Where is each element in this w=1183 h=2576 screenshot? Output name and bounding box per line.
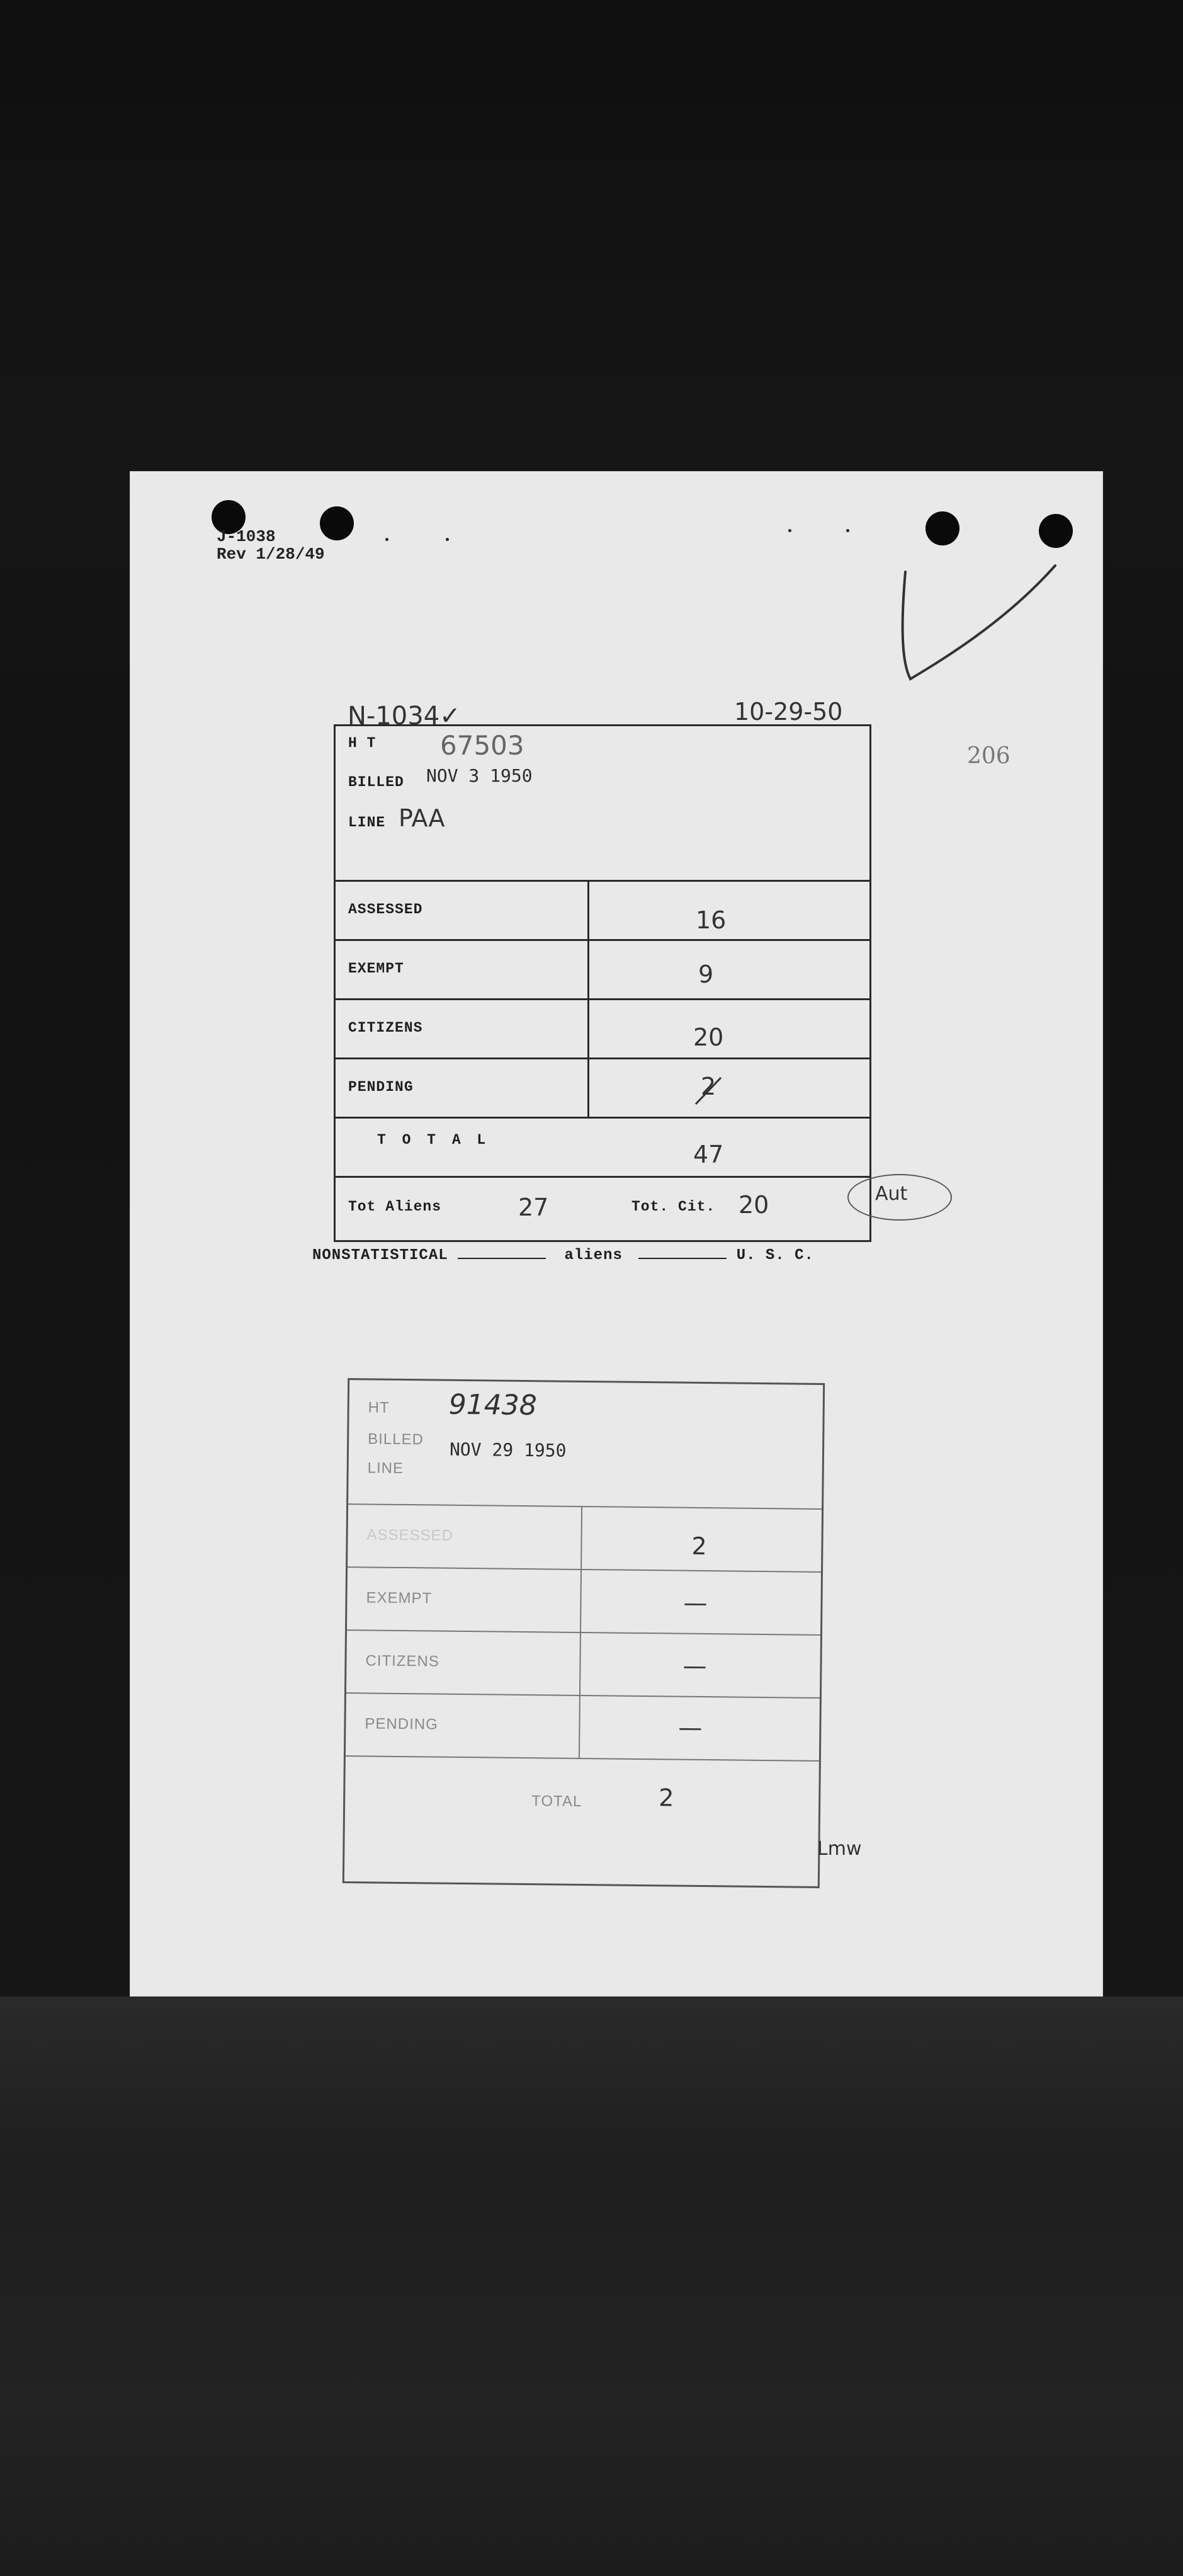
- billed-label: BILLED: [368, 1430, 424, 1449]
- tot-cit-label: Tot. Cit.: [631, 1199, 716, 1215]
- handwritten-reference: N-1034✓: [348, 702, 461, 731]
- row-label: EXEMPT: [366, 1589, 433, 1607]
- punch-hole: [320, 506, 354, 540]
- form-header: [336, 726, 869, 882]
- checkmark-icon: [898, 547, 1074, 698]
- tot-cit-value: 20: [739, 1191, 769, 1219]
- handwritten-date: 10-29-50: [734, 698, 843, 726]
- nonstat-label: NONSTATISTICAL: [312, 1247, 448, 1264]
- initials-text: Aut: [875, 1183, 908, 1205]
- ht-value: 91438: [448, 1388, 538, 1422]
- total-value: 47: [693, 1141, 724, 1168]
- billed-date-stamp: NOV 3 1950: [426, 765, 533, 786]
- scan-bottom-strip: [0, 1997, 1183, 2576]
- row-value: 2: [691, 1532, 707, 1561]
- aliens-label: aliens: [564, 1247, 623, 1264]
- form-identifier: [217, 528, 325, 563]
- speck: [788, 529, 791, 532]
- totals-summary-row: [336, 1176, 869, 1240]
- document-page: [130, 471, 1103, 1997]
- manifest-tally-form: [334, 724, 871, 1242]
- citizens-row: [346, 1629, 820, 1699]
- row-label: ASSESSED: [366, 1526, 454, 1544]
- assessed-row: [336, 880, 869, 941]
- punch-hole: [925, 511, 959, 545]
- row-value: 16: [696, 906, 727, 934]
- exempt-row: [336, 939, 869, 1000]
- strike-mark: [692, 1074, 725, 1108]
- form-header: [348, 1380, 823, 1510]
- pending-row: [336, 1057, 869, 1119]
- billed-label: BILLED: [348, 774, 404, 790]
- row-label: EXEMPT: [348, 960, 404, 977]
- row-value: —: [678, 1713, 703, 1741]
- line-label: LINE: [348, 814, 386, 831]
- row-label: PENDING: [348, 1079, 414, 1095]
- line-value: PAA: [399, 804, 445, 832]
- total-value: 2: [659, 1784, 674, 1812]
- row-label: PENDING: [365, 1715, 438, 1733]
- tot-aliens-label: Tot Aliens: [348, 1199, 442, 1215]
- nonstatistical-line: [312, 1247, 814, 1264]
- circled-initials: [847, 1174, 952, 1221]
- row-value: 9: [698, 960, 714, 988]
- ht-label: HT: [368, 1399, 390, 1416]
- page-number: 206: [967, 743, 1010, 769]
- second-tally-form: [342, 1378, 825, 1888]
- assessed-row: [348, 1503, 822, 1573]
- total-row: [344, 1755, 819, 1886]
- ht-label: H T: [348, 735, 376, 751]
- punch-hole: [1039, 514, 1073, 548]
- row-value: 2: [701, 1073, 716, 1100]
- row-value: 20: [693, 1023, 724, 1051]
- row-value: —: [683, 1588, 708, 1617]
- exempt-row: [347, 1566, 821, 1636]
- total-label: TOTAL: [531, 1792, 582, 1810]
- usc-label: U. S. C.: [736, 1247, 814, 1264]
- speck: [446, 538, 449, 541]
- line-label: LINE: [367, 1459, 404, 1477]
- total-row: [336, 1117, 869, 1178]
- tot-aliens-value: 27: [518, 1194, 549, 1221]
- form-number: J-1038: [217, 527, 276, 546]
- billed-date-stamp: NOV 29 1950: [449, 1439, 567, 1461]
- blank-line: [458, 1258, 546, 1259]
- speck: [846, 529, 849, 532]
- citizens-row: [336, 998, 869, 1059]
- row-label: CITIZENS: [348, 1020, 423, 1036]
- form-revision: Rev 1/28/49: [217, 545, 325, 564]
- ht-value: 67503: [440, 730, 524, 761]
- row-label: CITIZENS: [365, 1652, 440, 1670]
- speck: [385, 538, 388, 541]
- row-label: ASSESSED: [348, 901, 423, 918]
- blank-line: [638, 1258, 727, 1259]
- total-label: T O T A L: [377, 1132, 490, 1148]
- row-value: —: [682, 1651, 707, 1680]
- initials-signature: Lmw: [817, 1838, 862, 1860]
- pending-row: [346, 1692, 820, 1762]
